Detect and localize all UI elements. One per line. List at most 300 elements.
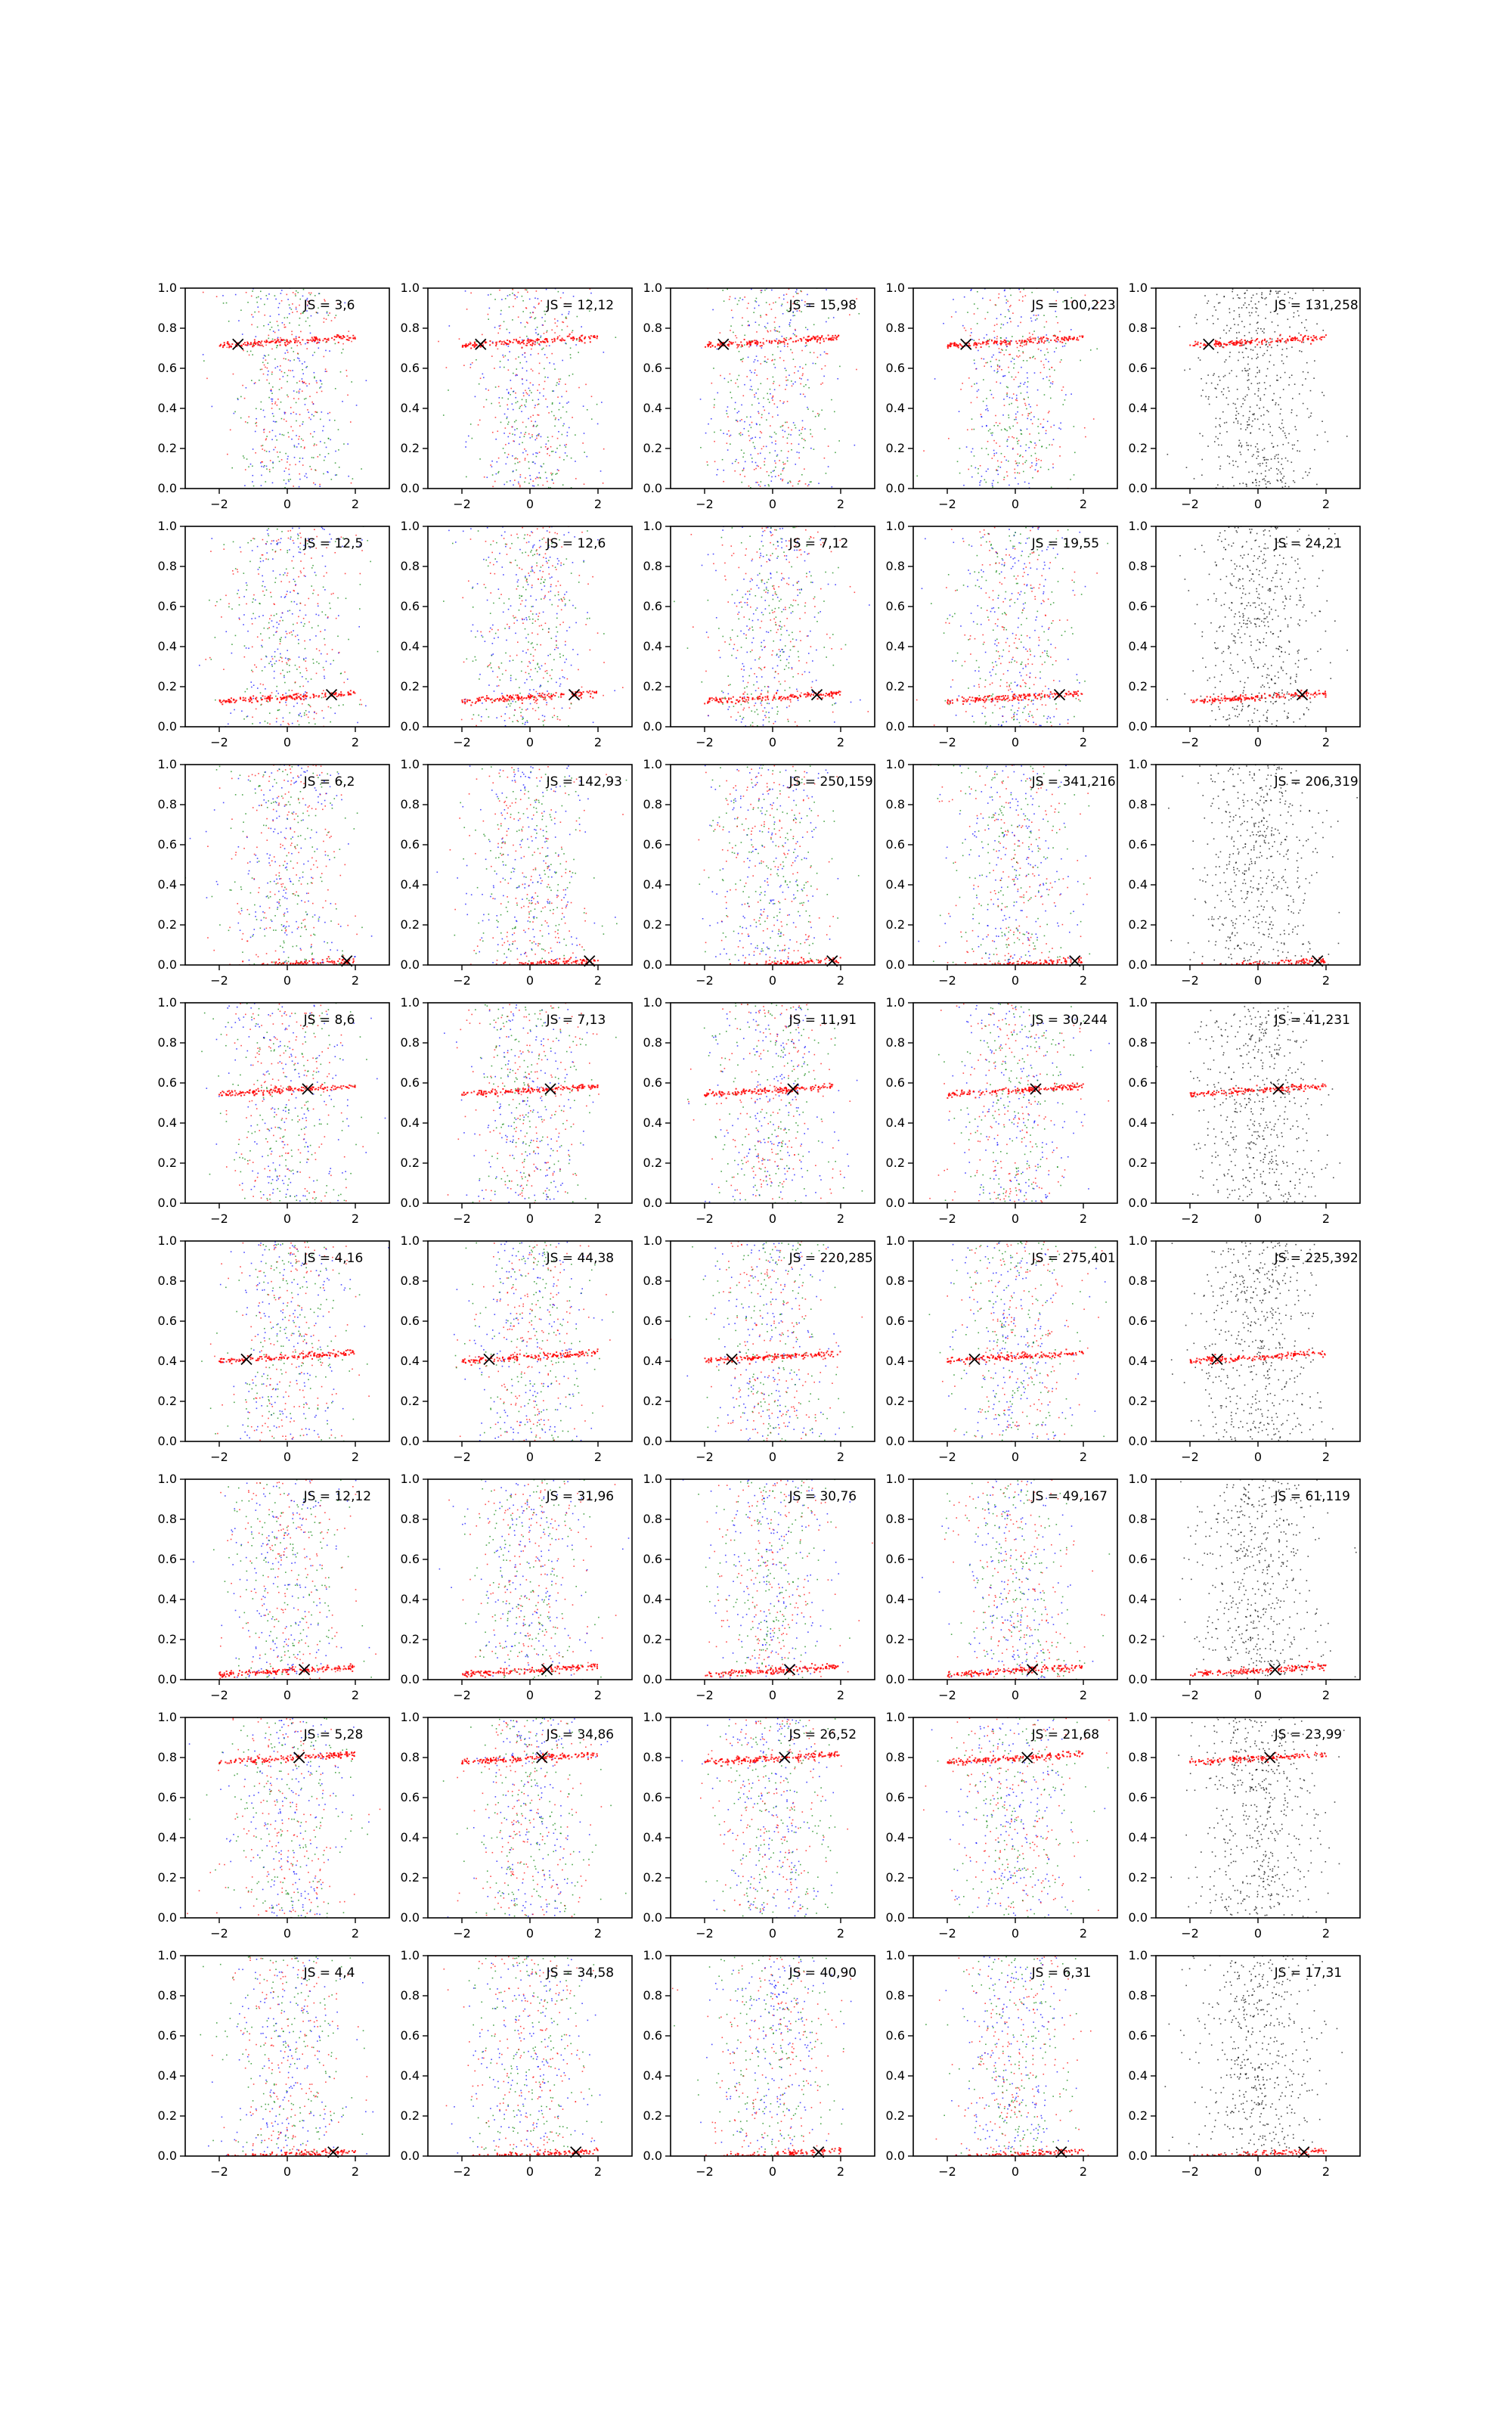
scatter-point-red [960, 389, 962, 390]
scatter-point-green [313, 415, 314, 417]
scatter-point-green [302, 369, 303, 371]
scatter-point-green [563, 459, 565, 461]
scatter-point-red [491, 629, 493, 631]
scatter-point-black [1246, 486, 1247, 487]
scatter-point-green [246, 688, 248, 690]
scatter-point-red [279, 660, 280, 662]
scatter-point-red [284, 344, 286, 346]
scatter-point-red [286, 697, 287, 698]
scatter-point-blue [250, 464, 252, 465]
scatter-point-green [785, 370, 787, 371]
scatter-point-red [266, 697, 268, 699]
scatter-point-red [731, 309, 733, 311]
scatter-point-blue [993, 355, 994, 356]
scatter-point-green [751, 427, 752, 429]
scatter-point-red [479, 697, 480, 699]
scatter-point-red [264, 429, 265, 430]
scatter-point-green [562, 425, 564, 427]
scatter-point-green [519, 687, 520, 688]
scatter-point-blue [971, 289, 972, 290]
scatter-point-blue [766, 446, 767, 448]
scatter-point-red [730, 296, 731, 298]
scatter-point-blue [751, 461, 753, 463]
scatter-point-red [551, 329, 553, 330]
scatter-point-red [289, 342, 290, 343]
scatter-point-red [282, 698, 284, 700]
scatter-point-red [510, 548, 511, 549]
scatter-point-red [318, 695, 320, 697]
scatter-point-black [1283, 389, 1284, 390]
scatter-point-blue [481, 635, 482, 637]
scatter-point-red [737, 421, 739, 423]
scatter-point-blue [305, 657, 307, 659]
scatter-point-blue [754, 396, 756, 398]
scatter-point-black [1248, 304, 1250, 306]
scatter-point-green [247, 542, 249, 544]
scatter-point-green [547, 330, 548, 332]
scatter-point-green [271, 596, 272, 597]
scatter-point-black [1249, 417, 1250, 419]
scatter-point-green [299, 724, 300, 726]
scatter-point-red [985, 362, 987, 364]
scatter-point-blue [483, 559, 485, 560]
scatter-point-black [1244, 293, 1246, 294]
scatter-point-red [515, 298, 516, 299]
scatter-point-blue [750, 455, 751, 456]
scatter-point-green [544, 311, 545, 312]
scatter-point-red [299, 473, 300, 475]
scatter-point-blue [562, 708, 563, 709]
scatter-point-red [264, 365, 265, 366]
scatter-point-red [516, 588, 518, 590]
scatter-point-blue [487, 527, 488, 529]
scatter-point-red [1047, 338, 1049, 340]
scatter-point-red [1044, 340, 1046, 342]
scatter-point-black [1278, 454, 1279, 455]
scatter-point-red [304, 448, 305, 449]
scatter-point-blue [755, 462, 757, 464]
scatter-point-blue [498, 588, 500, 590]
scatter-point-blue [1057, 291, 1058, 293]
scatter-point-green [339, 467, 340, 468]
scatter-point-blue [795, 291, 797, 293]
scatter-point-blue [321, 380, 322, 382]
scatter-point-black [1266, 297, 1267, 299]
scatter-point-red [321, 391, 323, 392]
scatter-point-red [545, 399, 547, 400]
scatter-point-green [511, 543, 513, 544]
scatter-point-blue [199, 665, 200, 666]
scatter-point-red [729, 436, 730, 437]
scatter-point-black [1310, 390, 1312, 392]
scatter-point-blue [1028, 482, 1030, 484]
scatter-point-green [516, 368, 517, 370]
y-tick-label: 0.4 [401, 639, 420, 653]
scatter-point-blue [313, 404, 314, 405]
scatter-point-red [344, 672, 345, 673]
scatter-point-green [987, 312, 989, 313]
scatter-point-red [536, 691, 538, 693]
scatter-point-blue [254, 383, 256, 384]
scatter-point-red [778, 673, 779, 675]
scatter-point-red [1001, 343, 1002, 344]
scatter-point-red [1270, 342, 1272, 343]
scatter-point-blue [275, 299, 277, 300]
scatter-point-red [543, 527, 544, 529]
scatter-point-red [727, 344, 728, 346]
scatter-point-red [526, 392, 528, 393]
scatter-point-red [1032, 334, 1033, 336]
scatter-point-red [1215, 343, 1216, 344]
scatter-point-blue [519, 444, 520, 445]
scatter-point-blue [264, 416, 265, 417]
scatter-point-red [1294, 340, 1296, 341]
scatter-point-blue [743, 579, 745, 580]
scatter-point-green [260, 697, 262, 699]
scatter-point-green [315, 575, 317, 576]
scatter-point-blue [1016, 395, 1018, 396]
scatter-point-red [983, 342, 984, 343]
scatter-point-blue [261, 466, 262, 467]
scatter-point-green [555, 419, 556, 420]
scatter-point-red [1052, 444, 1053, 445]
scatter-point-black [1216, 417, 1217, 419]
scatter-point-green [240, 309, 242, 311]
scatter-point-red [315, 337, 317, 338]
scatter-point-red [246, 603, 247, 605]
scatter-point-black [1251, 337, 1253, 339]
scatter-point-green [264, 304, 265, 306]
scatter-point-black [1241, 307, 1243, 309]
scatter-point-blue [252, 481, 253, 482]
scatter-point-blue [263, 410, 265, 411]
point-cloud [1167, 287, 1348, 489]
scatter-point-green [508, 421, 510, 423]
scatter-point-red [342, 343, 344, 345]
scatter-point-red [816, 340, 818, 341]
scatter-point-green [485, 560, 487, 561]
scatter-point-red [470, 347, 472, 349]
scatter-point-red [1052, 464, 1054, 465]
scatter-point-green [734, 408, 736, 410]
scatter-point-black [1292, 398, 1294, 399]
scatter-point-green [753, 442, 754, 444]
scatter-point-red [1197, 344, 1198, 346]
scatter-point-red [526, 343, 528, 344]
scatter-point-black [1257, 396, 1259, 397]
scatter-point-green [795, 427, 797, 429]
scatter-point-red [539, 547, 541, 548]
scatter-point-green [773, 470, 775, 471]
scatter-point-red [1239, 342, 1241, 343]
scatter-point-blue [1024, 482, 1026, 483]
scatter-point-blue [540, 570, 541, 572]
scatter-point-blue [508, 346, 510, 347]
scatter-point-blue [463, 531, 464, 532]
scatter-point-green [1009, 311, 1010, 312]
scatter-point-red [984, 318, 986, 320]
scatter-point-red [266, 380, 268, 381]
scatter-point-red [327, 653, 328, 655]
scatter-point-red [498, 700, 500, 702]
scatter-point-green [525, 589, 527, 591]
scatter-point-blue [487, 600, 488, 601]
scatter-point-green [528, 468, 530, 470]
scatter-point-red [543, 697, 544, 698]
scatter-point-red [536, 438, 538, 439]
scatter-point-blue [293, 706, 295, 707]
scatter-point-green [727, 289, 728, 290]
scatter-point-green [531, 679, 533, 681]
scatter-point-red [480, 631, 482, 633]
scatter-point-green [512, 721, 513, 722]
scatter-point-red [821, 335, 823, 337]
scatter-point-red [761, 448, 763, 450]
scatter-point-red [242, 385, 243, 386]
scatter-point-red [538, 373, 540, 374]
scatter-point-red [354, 693, 355, 694]
scatter-point-blue [471, 631, 472, 632]
scatter-point-red [710, 346, 711, 348]
scatter-point-red [1015, 399, 1017, 401]
scatter-point-blue [798, 581, 800, 582]
scatter-point-red [997, 365, 999, 367]
scatter-point-black [1267, 459, 1269, 461]
scatter-point-red [1036, 460, 1037, 461]
scatter-point-blue [736, 420, 738, 421]
scatter-point-red [993, 397, 994, 399]
scatter-point-blue [314, 431, 315, 433]
scatter-point-red [328, 340, 330, 341]
scatter-point-red [712, 345, 714, 346]
scatter-point-blue [1031, 321, 1033, 322]
scatter-point-red [535, 478, 537, 479]
scatter-point-black [1294, 445, 1295, 446]
scatter-point-red [549, 455, 550, 457]
scatter-point-blue [557, 469, 559, 470]
scatter-point-blue [760, 453, 761, 455]
scatter-point-red [1026, 343, 1027, 344]
scatter-point-blue [487, 476, 488, 478]
scatter-point-red [1014, 469, 1015, 470]
scatter-point-green [776, 455, 778, 457]
scatter-point-blue [810, 448, 812, 449]
scatter-point-blue [538, 399, 539, 401]
scatter-point-green [299, 686, 301, 687]
scatter-point-red [554, 695, 556, 697]
scatter-point-green [751, 693, 752, 695]
scatter-point-red [318, 456, 319, 458]
scatter-point-red [299, 342, 301, 343]
scatter-point-red [345, 370, 347, 371]
scatter-point-green [287, 317, 288, 318]
scatter-point-red [319, 484, 321, 486]
scatter-point-blue [499, 325, 500, 327]
scatter-point-blue [979, 485, 981, 486]
scatter-point-red [1250, 341, 1252, 343]
scatter-point-black [1233, 465, 1235, 467]
scatter-point-red [296, 345, 298, 346]
scatter-point-green [271, 374, 273, 375]
scatter-point-green [505, 298, 507, 299]
scatter-point-green [742, 457, 744, 458]
scatter-point-red [947, 347, 949, 349]
scatter-point-red [557, 337, 559, 338]
scatter-point-green [530, 312, 531, 314]
scatter-point-blue [751, 438, 752, 439]
scatter-point-red [321, 693, 323, 694]
scatter-point-green [270, 321, 271, 323]
scatter-point-green [1053, 290, 1055, 291]
y-tick-label: 0.2 [401, 441, 420, 455]
scatter-point-blue [565, 659, 567, 660]
scatter-point-red [773, 302, 774, 304]
scatter-point-red [988, 340, 990, 342]
scatter-point-red [528, 340, 530, 341]
scatter-point-green [497, 473, 499, 474]
scatter-point-red [306, 670, 308, 672]
scatter-point-green [978, 473, 979, 474]
scatter-point-red [481, 697, 482, 698]
scatter-point-blue [758, 619, 759, 621]
scatter-point-red [262, 461, 263, 463]
scatter-point-red [538, 477, 539, 479]
scatter-point-red [579, 691, 581, 693]
scatter-point-blue [566, 591, 568, 593]
scatter-point-red [986, 343, 987, 345]
scatter-point-red [1022, 296, 1024, 298]
scatter-point-blue [587, 456, 588, 458]
scatter-point-black [1256, 458, 1258, 459]
scatter-point-red [520, 474, 522, 476]
scatter-point-green [746, 686, 748, 687]
scatter-point-green [526, 336, 528, 337]
scatter-point-black [1213, 323, 1214, 324]
scatter-point-red [499, 328, 500, 330]
scatter-point-black [1232, 289, 1234, 290]
scatter-point-red [342, 335, 344, 337]
scatter-point-red [720, 343, 722, 345]
scatter-point-black [1256, 333, 1258, 334]
scatter-point-red [1228, 342, 1230, 343]
scatter-point-green [281, 531, 283, 532]
scatter-point-red [462, 702, 463, 703]
scatter-point-red [509, 626, 510, 628]
scatter-point-black [1321, 420, 1323, 422]
scatter-point-blue [564, 678, 565, 679]
scatter-point-red [340, 336, 342, 337]
scatter-point-blue [305, 615, 307, 616]
scatter-point-red [298, 399, 299, 400]
scatter-point-green [243, 458, 245, 459]
scatter-point-red [1192, 345, 1194, 346]
scatter-point-black [1207, 319, 1208, 321]
scatter-point-red [1066, 337, 1067, 339]
scatter-point-green [761, 481, 762, 482]
scatter-point-blue [271, 543, 272, 544]
scatter-point-green [1049, 380, 1050, 381]
scatter-point-blue [262, 615, 264, 616]
scatter-point-green [722, 290, 723, 291]
scatter-point-blue [296, 603, 298, 605]
scatter-point-black [1230, 327, 1232, 329]
scatter-point-red [298, 697, 299, 698]
scatter-point-red [461, 719, 463, 721]
scatter-point-black [1244, 370, 1246, 371]
scatter-point-blue [723, 433, 724, 434]
scatter-point-green [478, 530, 479, 532]
scatter-point-blue [335, 451, 336, 452]
scatter-point-red [557, 606, 559, 607]
scatter-point-black [1278, 470, 1279, 471]
scatter-point-blue [723, 470, 724, 471]
scatter-point-blue [1025, 450, 1027, 451]
scatter-point-black [1294, 427, 1296, 428]
scatter-point-red [1061, 389, 1063, 391]
scatter-point-blue [1048, 361, 1049, 362]
scatter-point-black [1239, 483, 1241, 485]
scatter-point-red [838, 335, 839, 337]
scatter-point-blue [783, 294, 785, 296]
scatter-point-red [313, 590, 314, 591]
scatter-point-red [290, 427, 292, 428]
scatter-point-blue [558, 431, 559, 433]
scatter-point-black [1233, 318, 1235, 320]
scatter-point-green [360, 584, 361, 585]
scatter-point-black [1237, 399, 1238, 400]
scatter-point-blue [315, 614, 317, 616]
scatter-point-blue [365, 706, 367, 707]
scatter-point-blue [358, 626, 360, 628]
scatter-point-red [496, 343, 497, 345]
scatter-point-green [321, 611, 323, 613]
scatter-point-red [510, 388, 512, 389]
scatter-point-red [1248, 341, 1250, 343]
scatter-point-green [548, 440, 550, 442]
scatter-point-green [1017, 407, 1018, 408]
scatter-point-green [528, 634, 529, 635]
scatter-point-blue [298, 443, 299, 445]
scatter-point-green [313, 662, 314, 664]
scatter-point-blue [750, 380, 751, 381]
scatter-point-green [519, 597, 521, 599]
scatter-point-red [544, 720, 546, 721]
scatter-point-blue [212, 406, 213, 408]
scatter-point-red [310, 340, 311, 341]
scatter-point-red [289, 632, 290, 634]
scatter-point-black [1284, 486, 1286, 487]
scatter-point-red [229, 702, 231, 703]
scatter-point-red [528, 661, 530, 662]
scatter-point-green [770, 389, 771, 390]
scatter-point-red [968, 343, 970, 344]
scatter-point-green [314, 724, 316, 725]
scatter-point-red [1294, 337, 1296, 338]
y-tick-label: 0.4 [886, 401, 905, 415]
scatter-point-red [582, 442, 584, 444]
scatter-point-green [280, 656, 281, 658]
scatter-point-green [737, 304, 739, 306]
scatter-point-green [978, 468, 979, 470]
scatter-point-blue [560, 684, 562, 685]
scatter-point-red [533, 340, 534, 342]
scatter-point-blue [550, 557, 551, 558]
scatter-point-red [322, 340, 324, 341]
scatter-point-blue [271, 620, 273, 622]
scatter-point-red [761, 345, 763, 346]
scatter-point-red [336, 618, 337, 619]
scatter-point-green [769, 402, 770, 403]
